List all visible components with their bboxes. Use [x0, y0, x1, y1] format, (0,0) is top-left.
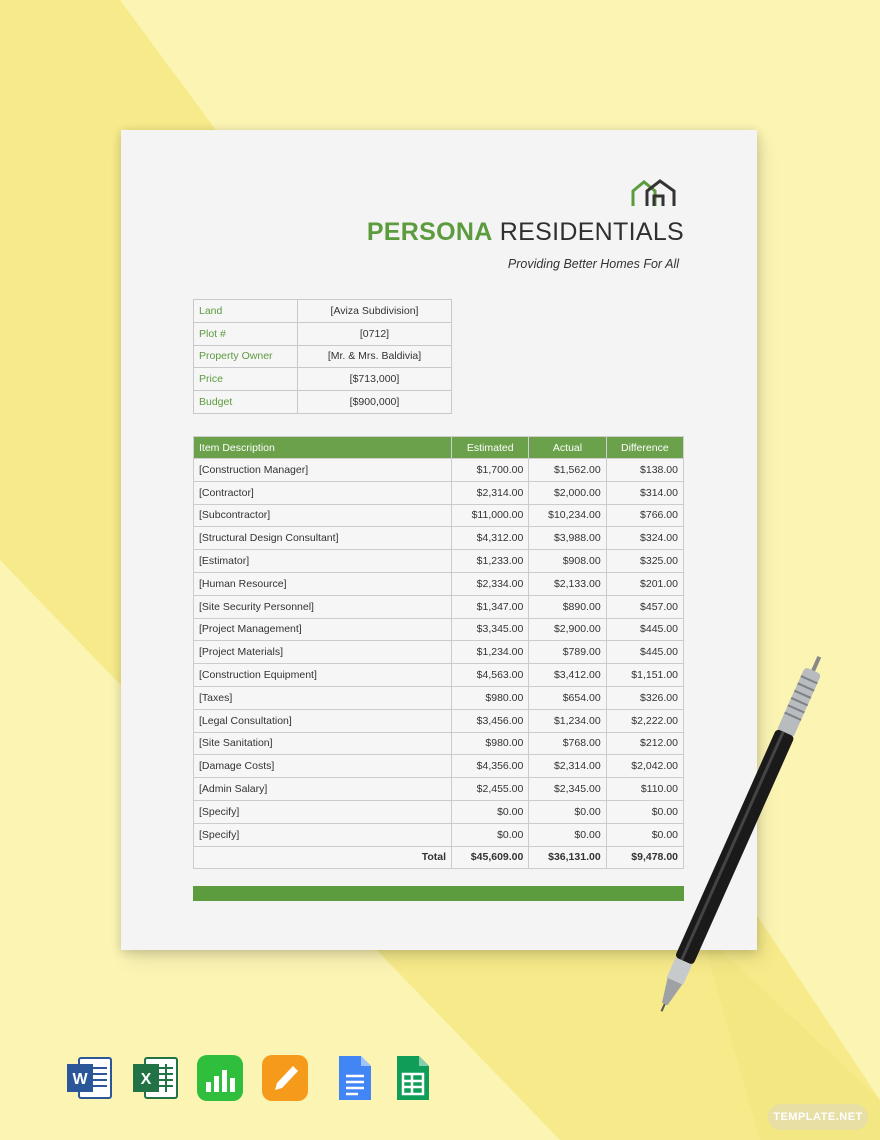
table-row: [194, 504, 684, 527]
item-description: [Damage Costs]: [194, 755, 452, 778]
difference-value: $201.00: [606, 572, 683, 595]
table-row: [194, 641, 684, 664]
estimated-value: $0.00: [452, 800, 529, 823]
actual-value: $908.00: [529, 550, 606, 573]
estimated-value: $0.00: [452, 823, 529, 846]
estimated-value: $1,234.00: [452, 641, 529, 664]
item-description: [Construction Manager]: [194, 459, 452, 482]
item-description: [Site Sanitation]: [194, 732, 452, 755]
google-sheets-icon: [389, 1054, 437, 1102]
actual-value: $2,900.00: [529, 618, 606, 641]
table-row: [194, 755, 684, 778]
difference-value: $766.00: [606, 504, 683, 527]
info-label: Budget: [194, 391, 298, 414]
info-label: Property Owner: [194, 345, 298, 368]
header-estimated: Estimated: [452, 437, 529, 459]
item-description: [Project Materials]: [194, 641, 452, 664]
difference-value: $138.00: [606, 459, 683, 482]
item-description: [Construction Equipment]: [194, 664, 452, 687]
actual-value: $654.00: [529, 686, 606, 709]
actual-value: $1,234.00: [529, 709, 606, 732]
table-row: [194, 800, 684, 823]
estimated-value: $3,456.00: [452, 709, 529, 732]
table-row: [194, 732, 684, 755]
item-description: [Estimator]: [194, 550, 452, 573]
difference-value: $0.00: [606, 823, 683, 846]
word-icon: [65, 1054, 113, 1102]
table-row: [194, 778, 684, 801]
item-description: [Project Management]: [194, 618, 452, 641]
estimated-value: $980.00: [452, 732, 529, 755]
difference-value: $314.00: [606, 481, 683, 504]
info-row: [194, 345, 452, 368]
total-actual: $36,131.00: [529, 846, 606, 869]
info-row: [194, 368, 452, 391]
pen-icon: [640, 640, 840, 1030]
difference-value: $1,151.00: [606, 664, 683, 687]
numbers-icon: [196, 1054, 244, 1102]
total-label: Total: [194, 846, 452, 869]
table-row: [194, 664, 684, 687]
estimated-value: $4,356.00: [452, 755, 529, 778]
difference-value: $457.00: [606, 595, 683, 618]
total-difference: $9,478.00: [606, 846, 683, 869]
info-value: [Mr. & Mrs. Baldivia]: [298, 345, 452, 368]
estimated-value: $2,455.00: [452, 778, 529, 801]
company-name-part1: PERSONA: [366, 218, 493, 246]
table-row: [194, 481, 684, 504]
item-description: [Subcontractor]: [194, 504, 452, 527]
info-label: Plot #: [194, 322, 298, 345]
info-value: [Aviza Subdivision]: [298, 300, 452, 323]
estimated-value: $4,312.00: [452, 527, 529, 550]
table-row: [194, 709, 684, 732]
watermark-badge: TEMPLATE.NET: [768, 1104, 868, 1130]
company-name: [367, 218, 684, 247]
table-row: [194, 686, 684, 709]
estimated-value: $1,347.00: [452, 595, 529, 618]
actual-value: $3,412.00: [529, 664, 606, 687]
difference-value: $325.00: [606, 550, 683, 573]
item-description: [Taxes]: [194, 686, 452, 709]
total-estimated: $45,609.00: [452, 846, 529, 869]
difference-value: $324.00: [606, 527, 683, 550]
difference-value: $326.00: [606, 686, 683, 709]
info-value: [$713,000]: [298, 368, 452, 391]
estimated-value: $2,334.00: [452, 572, 529, 595]
actual-value: $2,314.00: [529, 755, 606, 778]
actual-value: $890.00: [529, 595, 606, 618]
item-description: [Legal Consultation]: [194, 709, 452, 732]
excel-icon: [131, 1054, 179, 1102]
info-label: Price: [194, 368, 298, 391]
estimated-value: $980.00: [452, 686, 529, 709]
difference-value: $445.00: [606, 618, 683, 641]
estimated-value: $1,233.00: [452, 550, 529, 573]
house-logo-icon: [630, 178, 678, 210]
actual-value: $0.00: [529, 823, 606, 846]
estimated-value: $3,345.00: [452, 618, 529, 641]
info-value: [$900,000]: [298, 391, 452, 414]
svg-text:X: X: [140, 1071, 152, 1088]
actual-value: $2,345.00: [529, 778, 606, 801]
estimated-value: $1,700.00: [452, 459, 529, 482]
item-description: [Contractor]: [194, 481, 452, 504]
google-docs-icon: [331, 1054, 379, 1102]
header-actual: Actual: [529, 437, 606, 459]
actual-value: $1,562.00: [529, 459, 606, 482]
item-description: [Specify]: [194, 800, 452, 823]
company-name-part2: RESIDENTIALS: [499, 218, 684, 246]
difference-value: $2,222.00: [606, 709, 683, 732]
estimated-value: $4,563.00: [452, 664, 529, 687]
item-description: [Site Security Personnel]: [194, 595, 452, 618]
table-row: [194, 550, 684, 573]
estimated-value: $11,000.00: [452, 504, 529, 527]
budget-items-table: [193, 436, 684, 869]
table-header-row: [194, 437, 684, 459]
info-row: [194, 391, 452, 414]
actual-value: $789.00: [529, 641, 606, 664]
info-row: [194, 300, 452, 323]
table-row: [194, 595, 684, 618]
header-difference: Difference: [606, 437, 683, 459]
item-description: [Admin Salary]: [194, 778, 452, 801]
item-description: [Specify]: [194, 823, 452, 846]
difference-value: $2,042.00: [606, 755, 683, 778]
info-label: Land: [194, 300, 298, 323]
table-row: [194, 618, 684, 641]
header-item-description: Item Description: [194, 437, 452, 459]
svg-text:W: W: [72, 1071, 88, 1088]
item-description: [Structural Design Consultant]: [194, 527, 452, 550]
actual-value: $2,000.00: [529, 481, 606, 504]
pages-icon: [261, 1054, 309, 1102]
actual-value: $768.00: [529, 732, 606, 755]
difference-value: $445.00: [606, 641, 683, 664]
company-tagline: Providing Better Homes For All: [507, 257, 679, 271]
item-description: [Human Resource]: [194, 572, 452, 595]
actual-value: $3,988.00: [529, 527, 606, 550]
difference-value: $0.00: [606, 800, 683, 823]
actual-value: $10,234.00: [529, 504, 606, 527]
actual-value: $2,133.00: [529, 572, 606, 595]
property-info-table: [193, 299, 452, 414]
info-row: [194, 322, 452, 345]
info-value: [0712]: [298, 322, 452, 345]
estimated-value: $2,314.00: [452, 481, 529, 504]
total-row: [194, 846, 684, 869]
footer-accent-bar: [193, 886, 684, 901]
table-row: [194, 823, 684, 846]
table-row: [194, 527, 684, 550]
difference-value: $110.00: [606, 778, 683, 801]
table-row: [194, 572, 684, 595]
difference-value: $212.00: [606, 732, 683, 755]
table-row: [194, 459, 684, 482]
actual-value: $0.00: [529, 800, 606, 823]
